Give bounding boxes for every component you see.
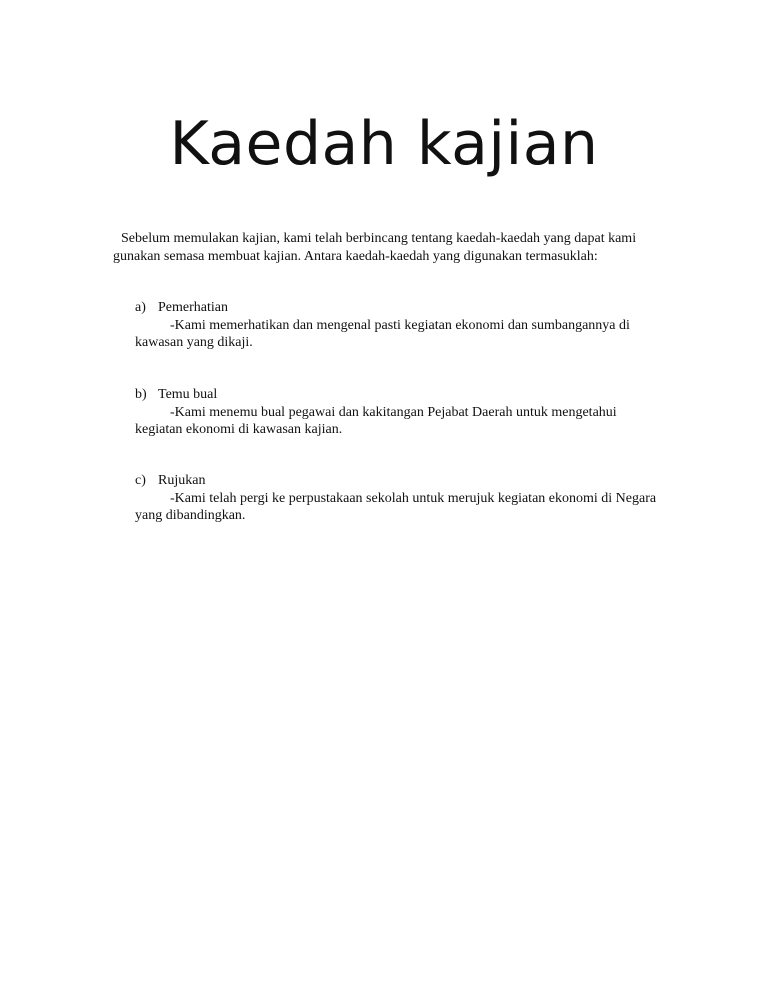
list-item-label: Temu bual <box>158 387 218 402</box>
list-item-label: Pemerhatian <box>158 300 228 315</box>
intro-paragraph: Sebelum memulakan kajian, kami telah berbincang tentang kaedah-kaedah yang dapat kami gunakan semasa membuat kajian. Antara kaedah-kaedah yang digunakan termasuklah: <box>113 231 637 264</box>
list-item-pemerhatian <box>113 299 658 352</box>
list-item-rujukan <box>113 472 658 525</box>
list-item-description: -Kami telah pergi ke perpustakaan sekolah untuk merujuk kegiatan ekonomi di Negara yang dibandingkan. <box>135 490 657 523</box>
list-item-description: -Kami memerhatikan dan mengenal pasti kegiatan ekonomi dan sumbangannya di kawasan yang dikaji. <box>135 317 630 350</box>
list-item-marker: a) <box>135 300 146 315</box>
list-item-marker: c) <box>135 473 146 488</box>
list-item-description: -Kami menemu bual pegawai dan kakitangan Pejabat Daerah untuk mengetahui kegiatan ekonomi di kawasan kajian. <box>135 404 617 437</box>
list-item-temu-bual <box>113 386 658 439</box>
list-item-heading <box>113 386 658 404</box>
list-item-heading <box>113 472 658 490</box>
list-item-marker: b) <box>135 387 147 402</box>
list-item-label: Rujukan <box>158 473 206 488</box>
page-title: Kaedah kajian <box>169 109 599 179</box>
list-item-heading <box>113 299 658 317</box>
